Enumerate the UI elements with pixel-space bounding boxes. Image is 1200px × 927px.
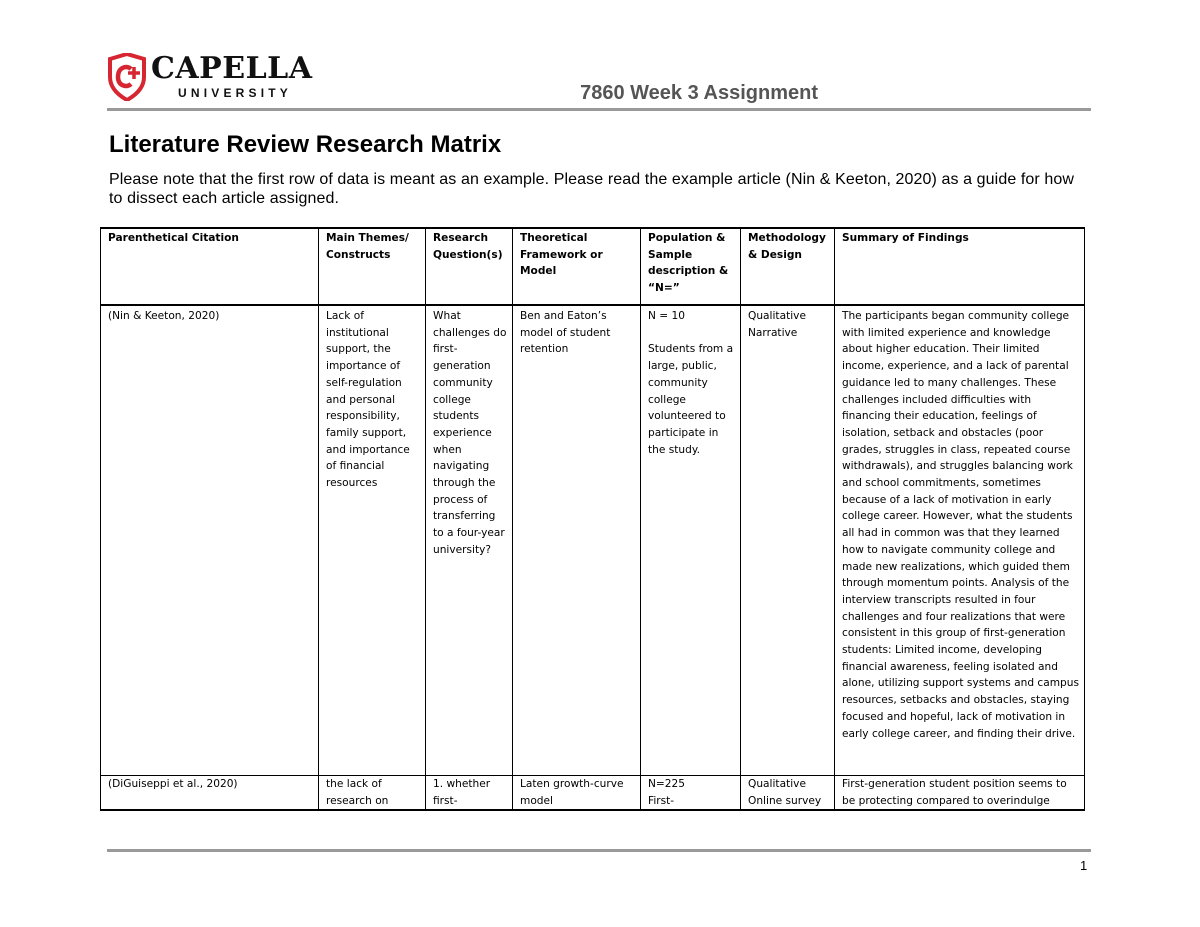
- header-cell: Theoretical Framework or Model: [513, 228, 641, 305]
- header-cell: Population & Sample description & “N=”: [641, 228, 741, 305]
- research-matrix-table: [100, 227, 1085, 811]
- table-cell: Laten growth-curve model: [513, 776, 641, 811]
- table-cell: Qualitative Narrative: [741, 305, 835, 776]
- instruction-note: Please note that the first row of data is meant as an example. Please read the example article (Nin & Keeton, 2020) as a guide for how to dissect each article assigned.: [109, 171, 1075, 207]
- table-cell: Qualitative Online survey: [741, 776, 835, 811]
- capella-logo: [107, 53, 337, 103]
- table-cell: Lack of institutional support, the importance of self-regulation and personal responsibility, family support, and importance of financial resources: [319, 305, 426, 776]
- footer-divider: [107, 849, 1091, 852]
- document-title: Literature Review Research Matrix: [109, 131, 502, 158]
- shield-logo-icon: [107, 53, 147, 101]
- header-cell: Main Themes/ Constructs: [319, 228, 426, 305]
- header-cell: Summary of Findings: [835, 228, 1085, 305]
- header-title: 7860 Week 3 Assignment: [580, 82, 818, 104]
- logo-name: CAPELLA: [151, 51, 313, 86]
- table-cell: (Nin & Keeton, 2020): [101, 305, 319, 776]
- table-row: [101, 305, 1085, 776]
- header-cell: Research Question(s): [426, 228, 513, 305]
- table-row: [101, 776, 1085, 811]
- table-cell: the lack of research on: [319, 776, 426, 811]
- table-cell: N = 10 Students from a large, public, community college volunteered to participate in the study.: [641, 305, 741, 776]
- logo-subtitle: UNIVERSITY: [178, 86, 293, 100]
- header-divider: [107, 108, 1091, 111]
- table-cell: (DiGuiseppi et al., 2020): [101, 776, 319, 811]
- table-cell: Ben and Eaton’s model of student retention: [513, 305, 641, 776]
- page-number: 1: [1080, 858, 1088, 873]
- header-cell: Methodology & Design: [741, 228, 835, 305]
- table-cell: N=225 First-: [641, 776, 741, 811]
- header-cell: Parenthetical Citation: [101, 228, 319, 305]
- table-cell: The participants began community college with limited experience and knowledge about higher education. Their limited income, experience, and a lack of parental guidance led to many challenges. These challenges included difficulties with financing their education, feelings of isolation, setback and obstacles (poor grades, struggles in class, repeated course withdrawals), and struggles balancing work and school commitments, sometimes because of a lack of motivation in early college career. However, what the students all had in common was that they learned how to navigate community college and made new realizations, which guided them through momentum points. Analysis of the interview transcripts resulted in four challenges and four realizations that were consistent in this group of first-generation students: Limited income, developing financial awareness, feeling isolated and alone, utilizing support systems and campus resources, setbacks and obstacles, staying focused and hopeful, lack of motivation in early college career, and finding their drive.: [835, 305, 1085, 776]
- table-header-row: [101, 228, 1085, 305]
- table-cell: What challenges do first-generation community college students experience when navigating through the process of transferring to a four-year university?: [426, 305, 513, 776]
- table-cell: First-generation student position seems to be protecting compared to overindulge: [835, 776, 1085, 811]
- table-cell: 1. whether first-: [426, 776, 513, 811]
